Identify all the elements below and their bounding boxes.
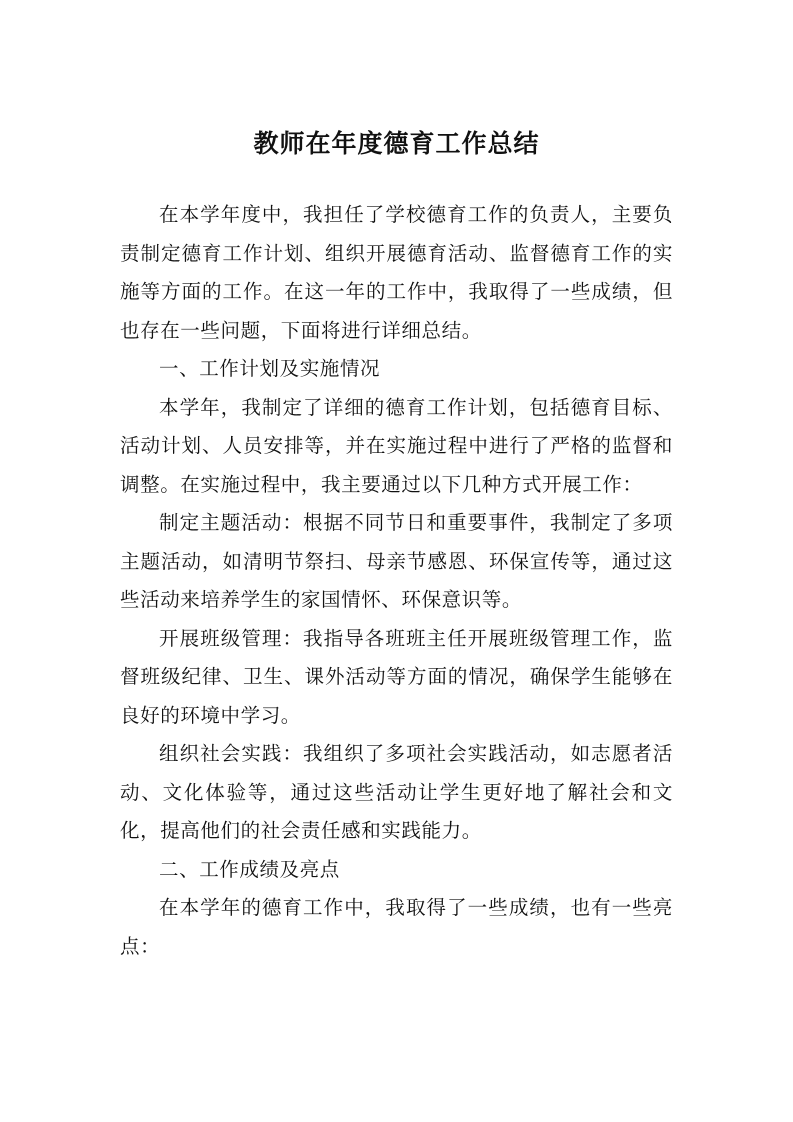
paragraph-theme-activities: 制定主题活动：根据不同节日和重要事件，我制定了多项主题活动，如清明节祭扫、母亲节感恩、环保宣传等，通过这些活动来培养学生的家国情怀、环保意识等。	[120, 511, 673, 611]
document-body	[120, 196, 673, 966]
paragraph-intro: 在本学年度中，我担任了学校德育工作的负责人，主要负责制定德育工作计划、组织开展德育活动、监督德育工作的实施等方面的工作。在这一年的工作中，我取得了一些成绩，但也存在一些问题，下面将进行详细总结。	[120, 203, 673, 342]
section-heading-achievements: 二、工作成绩及亮点	[159, 857, 340, 881]
paragraph-achievements: 在本学年的德育工作中，我取得了一些成绩，也有一些亮点：	[120, 896, 673, 958]
paragraph-class-management: 开展班级管理：我指导各班班主任开展班级管理工作，监督班级纪律、卫生、课外活动等方面的情况，确保学生能够在良好的环境中学习。	[120, 626, 673, 727]
document-title: 教师在年度德育工作总结	[253, 129, 540, 158]
paragraph-social-practice: 组织社会实践：我组织了多项社会实践活动，如志愿者活动、文化体验等，通过这些活动让学生更好地了解社会和文化，提高他们的社会责任感和实践能力。	[120, 742, 673, 842]
section-heading-plan: 一、工作计划及实施情况	[159, 357, 381, 380]
paragraph-plan: 本学年，我制定了详细的德育工作计划，包括德育目标、活动计划、人员安排等，并在实施过程中进行了严格的监督和调整。在实施过程中，我主要通过以下几种方式开展工作：	[120, 395, 673, 496]
